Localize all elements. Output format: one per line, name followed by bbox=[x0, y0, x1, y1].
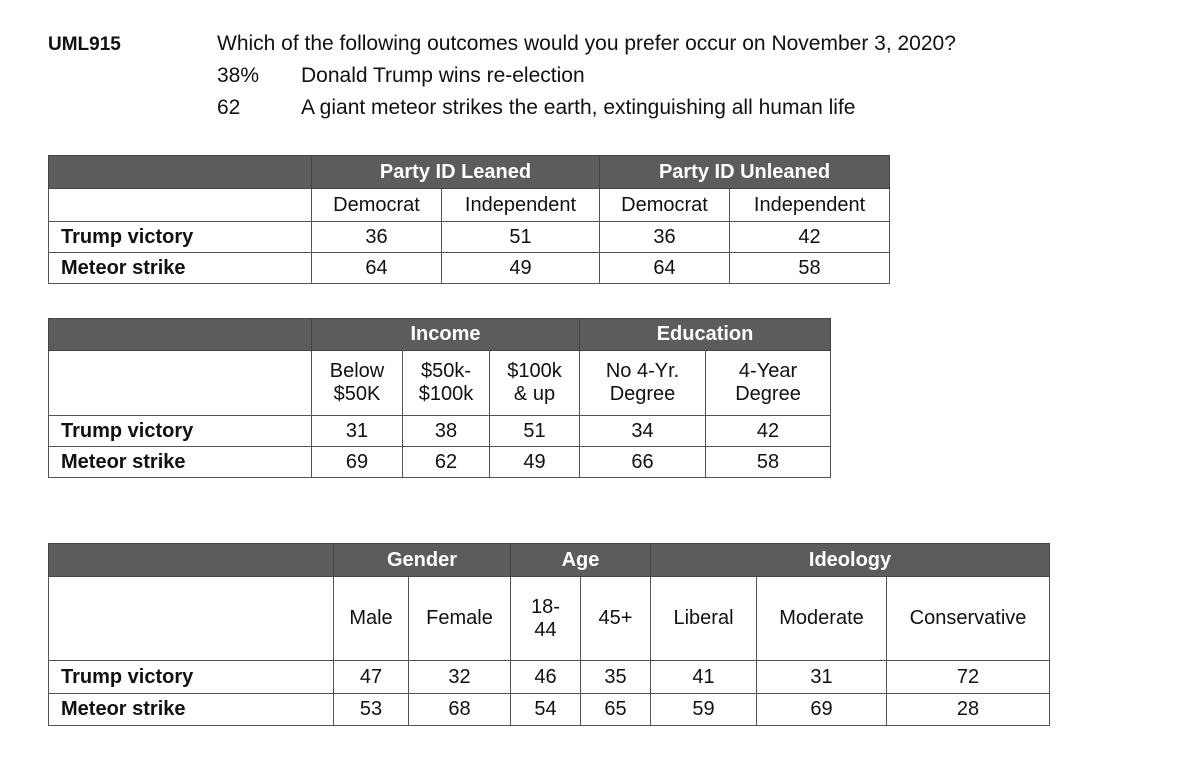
column-header: No 4-Yr. Degree bbox=[580, 351, 706, 416]
data-cell: 64 bbox=[312, 253, 442, 284]
table-row bbox=[49, 661, 1050, 694]
column-header: Moderate bbox=[757, 577, 887, 661]
data-cell: 42 bbox=[706, 416, 831, 447]
column-header: Below $50K bbox=[312, 351, 403, 416]
gender-age-ideology-table bbox=[48, 543, 1050, 726]
data-cell: 38 bbox=[403, 416, 490, 447]
column-header: 4-Year Degree bbox=[706, 351, 831, 416]
group-header: Party ID Unleaned bbox=[600, 156, 890, 189]
data-cell: 69 bbox=[312, 447, 403, 478]
column-header: $100k & up bbox=[490, 351, 580, 416]
group-header: Gender bbox=[334, 544, 511, 577]
data-cell: 36 bbox=[312, 222, 442, 253]
column-header: Liberal bbox=[651, 577, 757, 661]
table-row bbox=[49, 222, 890, 253]
column-header: Female bbox=[409, 577, 511, 661]
data-cell: 41 bbox=[651, 661, 757, 694]
row-label: Meteor strike bbox=[49, 253, 312, 284]
data-cell: 32 bbox=[409, 661, 511, 694]
row-label: Trump victory bbox=[49, 416, 312, 447]
header-corner bbox=[49, 544, 334, 577]
data-cell: 49 bbox=[490, 447, 580, 478]
data-cell: 64 bbox=[600, 253, 730, 284]
data-cell: 62 bbox=[403, 447, 490, 478]
table-row bbox=[49, 416, 831, 447]
row-label: Trump victory bbox=[49, 222, 312, 253]
column-header: Democrat bbox=[312, 189, 442, 222]
data-cell: 47 bbox=[334, 661, 409, 694]
income-education-table bbox=[48, 318, 831, 478]
data-cell: 35 bbox=[581, 661, 651, 694]
data-cell: 31 bbox=[757, 661, 887, 694]
group-header: Education bbox=[580, 319, 831, 351]
data-cell: 58 bbox=[706, 447, 831, 478]
data-cell: 49 bbox=[442, 253, 600, 284]
column-header: 18- 44 bbox=[511, 577, 581, 661]
column-header: $50k- $100k bbox=[403, 351, 490, 416]
table-row bbox=[49, 694, 1050, 726]
data-cell: 66 bbox=[580, 447, 706, 478]
group-header: Age bbox=[511, 544, 651, 577]
blank-cell bbox=[49, 189, 312, 222]
column-header: Conservative bbox=[887, 577, 1050, 661]
data-cell: 51 bbox=[490, 416, 580, 447]
column-header: 45+ bbox=[581, 577, 651, 661]
party-id-table bbox=[48, 155, 890, 284]
option-1-label: Donald Trump wins re-election bbox=[301, 64, 585, 87]
data-cell: 42 bbox=[730, 222, 890, 253]
data-cell: 46 bbox=[511, 661, 581, 694]
option-2-label: A giant meteor strikes the earth, extinguishing all human life bbox=[301, 96, 856, 119]
data-cell: 72 bbox=[887, 661, 1050, 694]
data-cell: 51 bbox=[442, 222, 600, 253]
row-label: Meteor strike bbox=[49, 447, 312, 478]
table-row bbox=[49, 447, 831, 478]
blank-cell bbox=[49, 577, 334, 661]
group-header: Party ID Leaned bbox=[312, 156, 600, 189]
header-corner bbox=[49, 319, 312, 351]
question-id: UML915 bbox=[48, 34, 121, 55]
option-2-percent: 62 bbox=[217, 96, 241, 119]
data-cell: 36 bbox=[600, 222, 730, 253]
option-1-percent: 38% bbox=[217, 64, 260, 87]
question-text: Which of the following outcomes would you prefer occur on November 3, 2020? bbox=[217, 32, 956, 55]
table-row bbox=[49, 253, 890, 284]
group-header: Ideology bbox=[651, 544, 1050, 577]
header-corner bbox=[49, 156, 312, 189]
column-header: Male bbox=[334, 577, 409, 661]
data-cell: 68 bbox=[409, 694, 511, 726]
row-label: Trump victory bbox=[49, 661, 334, 694]
data-cell: 58 bbox=[730, 253, 890, 284]
group-header: Income bbox=[312, 319, 580, 351]
data-cell: 65 bbox=[581, 694, 651, 726]
data-cell: 34 bbox=[580, 416, 706, 447]
column-header: Independent bbox=[730, 189, 890, 222]
blank-cell bbox=[49, 351, 312, 416]
data-cell: 31 bbox=[312, 416, 403, 447]
data-cell: 28 bbox=[887, 694, 1050, 726]
column-header: Democrat bbox=[600, 189, 730, 222]
data-cell: 59 bbox=[651, 694, 757, 726]
data-cell: 69 bbox=[757, 694, 887, 726]
column-header: Independent bbox=[442, 189, 600, 222]
data-cell: 53 bbox=[334, 694, 409, 726]
row-label: Meteor strike bbox=[49, 694, 334, 726]
data-cell: 54 bbox=[511, 694, 581, 726]
